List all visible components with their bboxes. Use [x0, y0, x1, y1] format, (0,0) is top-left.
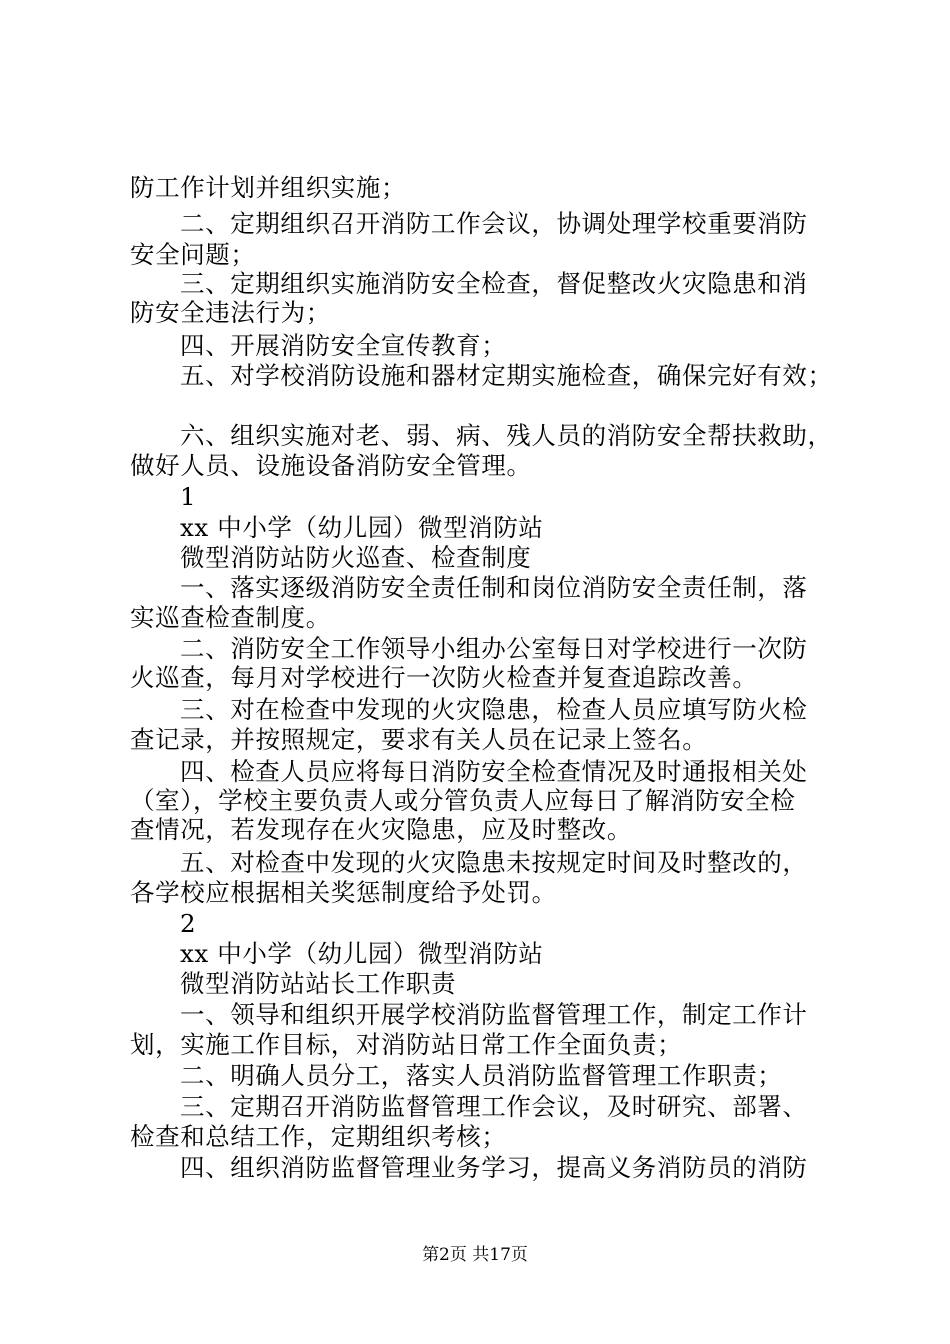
- text-line: 划，实施工作目标，对消防站日常工作全面负责；: [130, 1030, 683, 1059]
- page-number-marker: 2: [180, 909, 197, 938]
- text-line: 二、定期组织召开消防工作会议，协调处理学校重要消防: [180, 209, 808, 238]
- section-heading: xx 中小学（幼儿园）微型消防站: [180, 939, 544, 968]
- text-line: 做好人员、设施设备消防安全管理。: [130, 451, 532, 480]
- text-line: 五、对检查中发现的火灾隐患未按规定时间及时整改的，: [180, 848, 808, 877]
- text-line: 检查和总结工作，定期组织考核；: [130, 1122, 507, 1151]
- text-line: 各学校应根据相关奖惩制度给予处罚。: [130, 878, 557, 907]
- text-line: 安全问题；: [130, 240, 256, 269]
- text-line: 二、消防安全工作领导小组办公室每日对学校进行一次防: [180, 634, 808, 663]
- page-number-marker: 1: [180, 482, 197, 511]
- section-title: 微型消防站防火巡查、检查制度: [180, 543, 532, 572]
- section-title: 微型消防站站长工作职责: [180, 969, 457, 998]
- text-line: 防工作计划并组织实施；: [130, 173, 407, 202]
- text-line: 三、定期召开消防监督管理工作会议，及时研究、部署、: [180, 1092, 808, 1121]
- text-line: 查情况，若发现存在火灾隐患，应及时整改。: [130, 815, 632, 844]
- text-line: 三、对在检查中发现的火灾隐患，检查人员应填写防火检: [180, 695, 808, 724]
- text-line: 二、明确人员分工，落实人员消防监督管理工作职责；: [180, 1061, 783, 1090]
- page-footer: 第2页 共17页: [422, 1245, 528, 1265]
- text-line: （室），学校主要负责人或分管负责人应每日了解消防安全检: [130, 786, 796, 815]
- text-line: 查记录，并按照规定，要求有关人员在记录上签名。: [130, 725, 708, 754]
- text-line: 五、对学校消防设施和器材定期实施检查，确保完好有效；: [180, 361, 833, 390]
- text-line: 一、领导和组织开展学校消防监督管理工作，制定工作计: [180, 1000, 808, 1029]
- text-line: 四、组织消防监督管理业务学习，提高义务消防员的消防: [180, 1153, 808, 1182]
- text-line: 六、组织实施对老、弱、病、残人员的消防安全帮扶救助，: [180, 421, 833, 450]
- text-line: 四、检查人员应将每日消防安全检查情况及时通报相关处: [180, 757, 808, 786]
- text-line: 三、定期组织实施消防安全检查，督促整改火灾隐患和消: [180, 269, 808, 298]
- text-line: 火巡查，每月对学校进行一次防火检查并复查追踪改善。: [130, 663, 758, 692]
- section-heading: xx 中小学（幼儿园）微型消防站: [180, 513, 544, 542]
- text-line: 防安全违法行为；: [130, 298, 331, 327]
- text-line: 四、开展消防安全宣传教育；: [180, 331, 507, 360]
- text-line: 实巡查检查制度。: [130, 603, 331, 632]
- text-line: 一、落实逐级消防安全责任制和岗位消防安全责任制，落: [180, 573, 808, 602]
